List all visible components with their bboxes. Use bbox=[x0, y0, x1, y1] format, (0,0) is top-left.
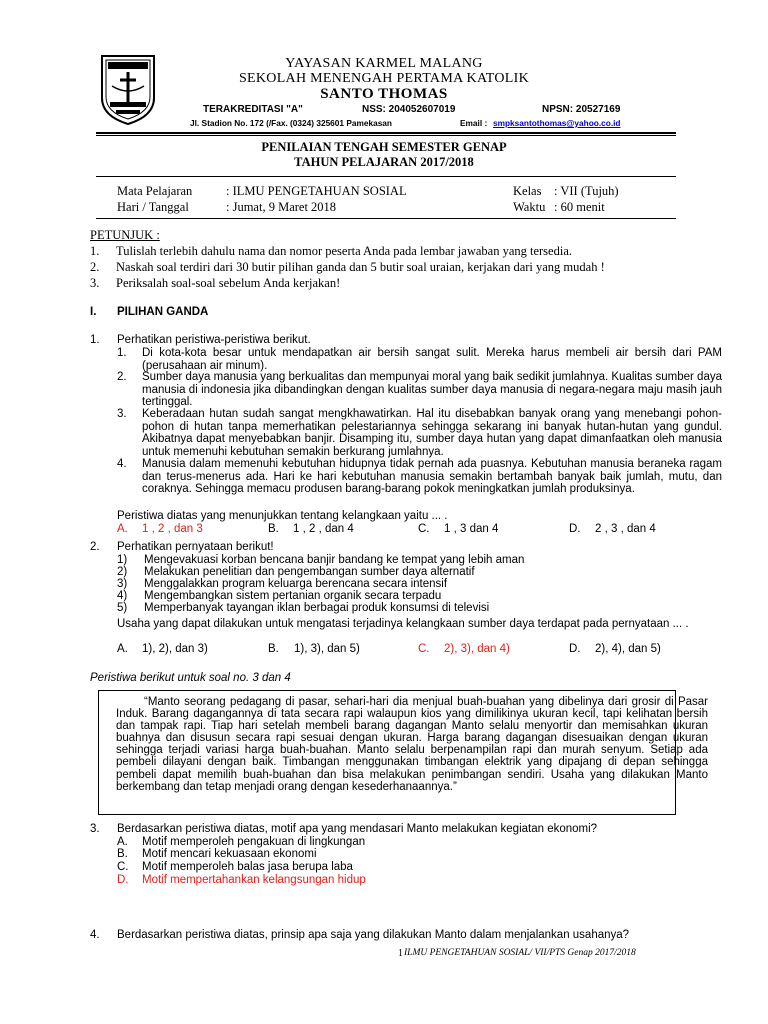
q2-option-d-letter[interactable]: D. bbox=[569, 643, 581, 655]
exam-year: TAHUN PELAJARAN 2017/2018 bbox=[294, 155, 474, 169]
q3-option-a-text[interactable]: Motif memperoleh pengakuan di lingkungan bbox=[142, 836, 366, 848]
instruction-text-2: Naskah soal terdiri dari 30 butir pilihan ganda dan 5 butir soal uraian, kerjakan dari yang mudah ! bbox=[116, 260, 605, 274]
q3-option-c-letter[interactable]: C. bbox=[117, 861, 129, 873]
q2-item-num-4: 4) bbox=[117, 590, 128, 602]
header-divider bbox=[96, 132, 676, 134]
header-divider-thin bbox=[96, 135, 676, 136]
q1-option-c-letter[interactable]: C. bbox=[418, 523, 430, 535]
footer-text: ILMU PENGETAHUAN SOSIAL/ VII/PTS Genap 2017/2018 bbox=[404, 948, 636, 958]
q1-stem: Peristiwa diatas yang menunjukkan tentang kelangkaan yaitu ... . bbox=[117, 510, 448, 522]
q1-number: 1. bbox=[90, 334, 100, 346]
date-value: : Jumat, 9 Maret 2018 bbox=[226, 200, 337, 214]
q3-option-c-text[interactable]: Motif memperoleh balas jasa berupa laba bbox=[142, 861, 353, 873]
q1-item-num-1: 1. bbox=[117, 347, 127, 359]
date-label: Hari / Tanggal bbox=[117, 200, 189, 214]
q3-option-a-letter[interactable]: A. bbox=[117, 836, 128, 848]
q1-option-b-letter[interactable]: B. bbox=[268, 523, 279, 535]
q1-item-text-2: Sumber daya manusia yang berkualitas dan mempunyai moral yang baik sedikit jumlahnya. Kualitas sumber daya manusia di indonesia jika dibandingkan dengan kualitas sumber daya manusia di negara-negara maju masih jauh tertinggal. bbox=[142, 371, 722, 409]
instruction-num-3: 3. bbox=[90, 276, 100, 290]
foundation-name: YAYASAN KARMEL MALANG bbox=[285, 56, 483, 71]
q2-item-num-3: 3) bbox=[117, 578, 128, 590]
school-name: SANTO THOMAS bbox=[320, 86, 448, 102]
q1-text: Perhatikan peristiwa-peristiwa berikut. bbox=[117, 334, 311, 346]
time-value: : 60 menit bbox=[554, 200, 605, 214]
q3-option-b-letter[interactable]: B. bbox=[117, 848, 128, 860]
q3-option-b-text[interactable]: Motif mencari kekuasaan ekonomi bbox=[142, 848, 317, 860]
info-top-line bbox=[96, 176, 676, 177]
q1-option-c-text[interactable]: 1 , 3 dan 4 bbox=[444, 523, 499, 535]
q1-option-b-text[interactable]: 1 , 2 , dan 4 bbox=[293, 523, 354, 535]
q2-item-num-2: 2) bbox=[117, 566, 128, 578]
q2-option-a-letter[interactable]: A. bbox=[117, 643, 128, 655]
instruction-text-3: Periksalah soal-soal sebelum Anda kerjakan! bbox=[116, 276, 341, 290]
q2-item-num-1: 1) bbox=[117, 554, 128, 566]
instructions-title: PETUNJUK : bbox=[90, 228, 160, 242]
npsn: NPSN: 20527169 bbox=[542, 104, 621, 115]
instruction-num-2: 2. bbox=[90, 260, 100, 274]
q3-option-d-text[interactable]: Motif mempertahankan kelangsungan hidup bbox=[142, 874, 366, 886]
time-label: Waktu bbox=[513, 200, 546, 214]
q1-option-d-letter[interactable]: D. bbox=[569, 523, 581, 535]
page-number: 1 bbox=[398, 948, 403, 959]
nss: NSS: 204052607019 bbox=[362, 104, 456, 115]
class-label: Kelas bbox=[513, 184, 542, 198]
passage-label: Peristiwa berikut untuk soal no. 3 dan 4 bbox=[90, 672, 291, 684]
q1-option-d-text[interactable]: 2 , 3 , dan 4 bbox=[595, 523, 656, 535]
q1-item-text-4: Manusia dalam memenuhi kebutuhan hidupnya tidak pernah ada puasnya. Kebutuhan manusia beraneka ragam dan terus-menerus ada. Hari ke hari kebutuhan manusia semakin bertambah banyak baik jumlah, mutu, dan coraknya. Sehingga memacu produsen barang-barang pokok meningkatkan jumlah produksinya. bbox=[142, 458, 722, 496]
email-link[interactable]: smpksantothomas@yahoo.co.id bbox=[493, 118, 621, 128]
q3-text: Berdasarkan peristiwa diatas, motif apa yang mendasari Manto melakukan kegiatan ekonomi? bbox=[117, 823, 598, 835]
q1-option-a-letter[interactable]: A. bbox=[117, 523, 128, 535]
school-type: SEKOLAH MENENGAH PERTAMA KATOLIK bbox=[238, 71, 530, 86]
q2-option-c-text[interactable]: 2), 3), dan 4) bbox=[444, 643, 510, 655]
q2-item-text-4: Mengembangkan sistem pertanian organik secara terpadu bbox=[144, 590, 442, 602]
q1-item-num-4: 4. bbox=[117, 458, 127, 470]
subject-label: Mata Pelajaran bbox=[117, 184, 193, 198]
q2-item-num-5: 5) bbox=[117, 602, 128, 614]
exam-title: PENILAIAN TENGAH SEMESTER GENAP bbox=[261, 140, 507, 154]
class-value: : VII (Tujuh) bbox=[554, 184, 619, 198]
section-number: I. bbox=[90, 306, 97, 318]
address: Jl. Stadion No. 172 (/Fax. (0324) 325601 Pamekasan bbox=[190, 118, 392, 128]
q1-item-num-3: 3. bbox=[117, 408, 127, 420]
instruction-text-1: Tulislah terlebih dahulu nama dan nomor peserta Anda pada lembar jawaban yang tersedia. bbox=[116, 244, 572, 258]
q2-item-text-2: Melakukan penelitian dan pengembangan sumber daya alternatif bbox=[144, 566, 475, 578]
accreditation: TERAKREDITASI "A" bbox=[203, 104, 303, 115]
q2-option-d-text[interactable]: 2), 4), dan 5) bbox=[595, 643, 661, 655]
q2-text: Perhatikan pernyataan berikut! bbox=[117, 541, 274, 553]
q1-item-num-2: 2. bbox=[117, 371, 127, 383]
email-label: Email : bbox=[460, 118, 488, 128]
q4-number: 4. bbox=[90, 929, 100, 941]
q4-text: Berdasarkan peristiwa diatas, prinsip apa saja yang dilakukan Manto dalam menjalankan usahanya? bbox=[117, 929, 630, 941]
q1-option-a-text[interactable]: 1 , 2 , dan 3 bbox=[142, 523, 203, 535]
instruction-num-1: 1. bbox=[90, 244, 100, 258]
q1-item-text-3: Keberadaan hutan sudah sangat mengkhawatirkan. Hal itu disebabkan banyak orang yang menebangi pohon-pohon di hutan tanpa memerhatikan pelestariannya sehingga sekarang ini banyak hutan-hutan yang gundul. Akibatnya dapat menyebabkan banjir. Disamping itu, sumber daya hutan yang dapat dimanfaatkan oleh manusia untuk memenuhi kebutuhan semakin berkurang jumlahnya. bbox=[142, 408, 722, 458]
q2-option-b-letter[interactable]: B. bbox=[268, 643, 279, 655]
q2-item-text-5: Memperbanyak tayangan iklan berbagai produk konsumsi di televisi bbox=[144, 602, 490, 614]
q2-number: 2. bbox=[90, 541, 100, 553]
q3-option-d-letter[interactable]: D. bbox=[117, 874, 129, 886]
q2-item-text-3: Menggalakkan program keluarga berencana secara intensif bbox=[144, 578, 448, 590]
q2-option-b-text[interactable]: 1), 3), dan 5) bbox=[294, 643, 360, 655]
section-title: PILIHAN GANDA bbox=[117, 306, 209, 318]
q2-option-c-letter[interactable]: C. bbox=[418, 643, 430, 655]
q2-stem: Usaha yang dapat dilakukan untuk mengatasi terjadinya kelangkaan sumber daya terdapat pada pernyataan ... . bbox=[117, 618, 689, 630]
q2-item-text-1: Mengevakuasi korban bencana banjir bandang ke tempat yang lebih aman bbox=[144, 554, 525, 566]
info-bottom-line bbox=[96, 218, 676, 219]
subject-value: : ILMU PENGETAHUAN SOSIAL bbox=[226, 184, 407, 198]
q1-item-text-1: Di kota-kota besar untuk mendapatkan air bersih sangat sulit. Mereka harus membeli air bersih dari PAM (perusahaan air minum). bbox=[142, 347, 722, 372]
passage-text: “Manto seorang pedagang di pasar, sehari-hari dia menjual buah-buahan yang dibelinya dari grosir di Pasar Induk. Barang dagangannya di tata secara rapi walaupun kios yang dimilikinya ukuran kecil, tapi kelihatan bersih dan tampak rapi. Tiap hari setelah membeli barang dagangan Manto selalu menyortir dan memisahkan ukuran buahnya dan disusun secara rapi sesuai dengan ukuran. Harga barang dagangan disesuaikan dengan ukuran sehingga terjadi variasi harga buah-buahan. Manto selalu berpenampilan rapi dan murah senyum. Setiap ada pembeli dilayani dengan baik. Timbangan menggunakan timbangan elektrik yang dipajang di depan sehingga pembeli dapat memilih buah-buahan dan bisa melakukan penimbangan sendiri. Usaha yang dilakukan Manto berkembang dan tetap menjadi orang dengan kesederhanaannya.” bbox=[116, 696, 708, 793]
q3-number: 3. bbox=[90, 823, 100, 835]
q2-option-a-text[interactable]: 1), 2), dan 3) bbox=[142, 643, 208, 655]
